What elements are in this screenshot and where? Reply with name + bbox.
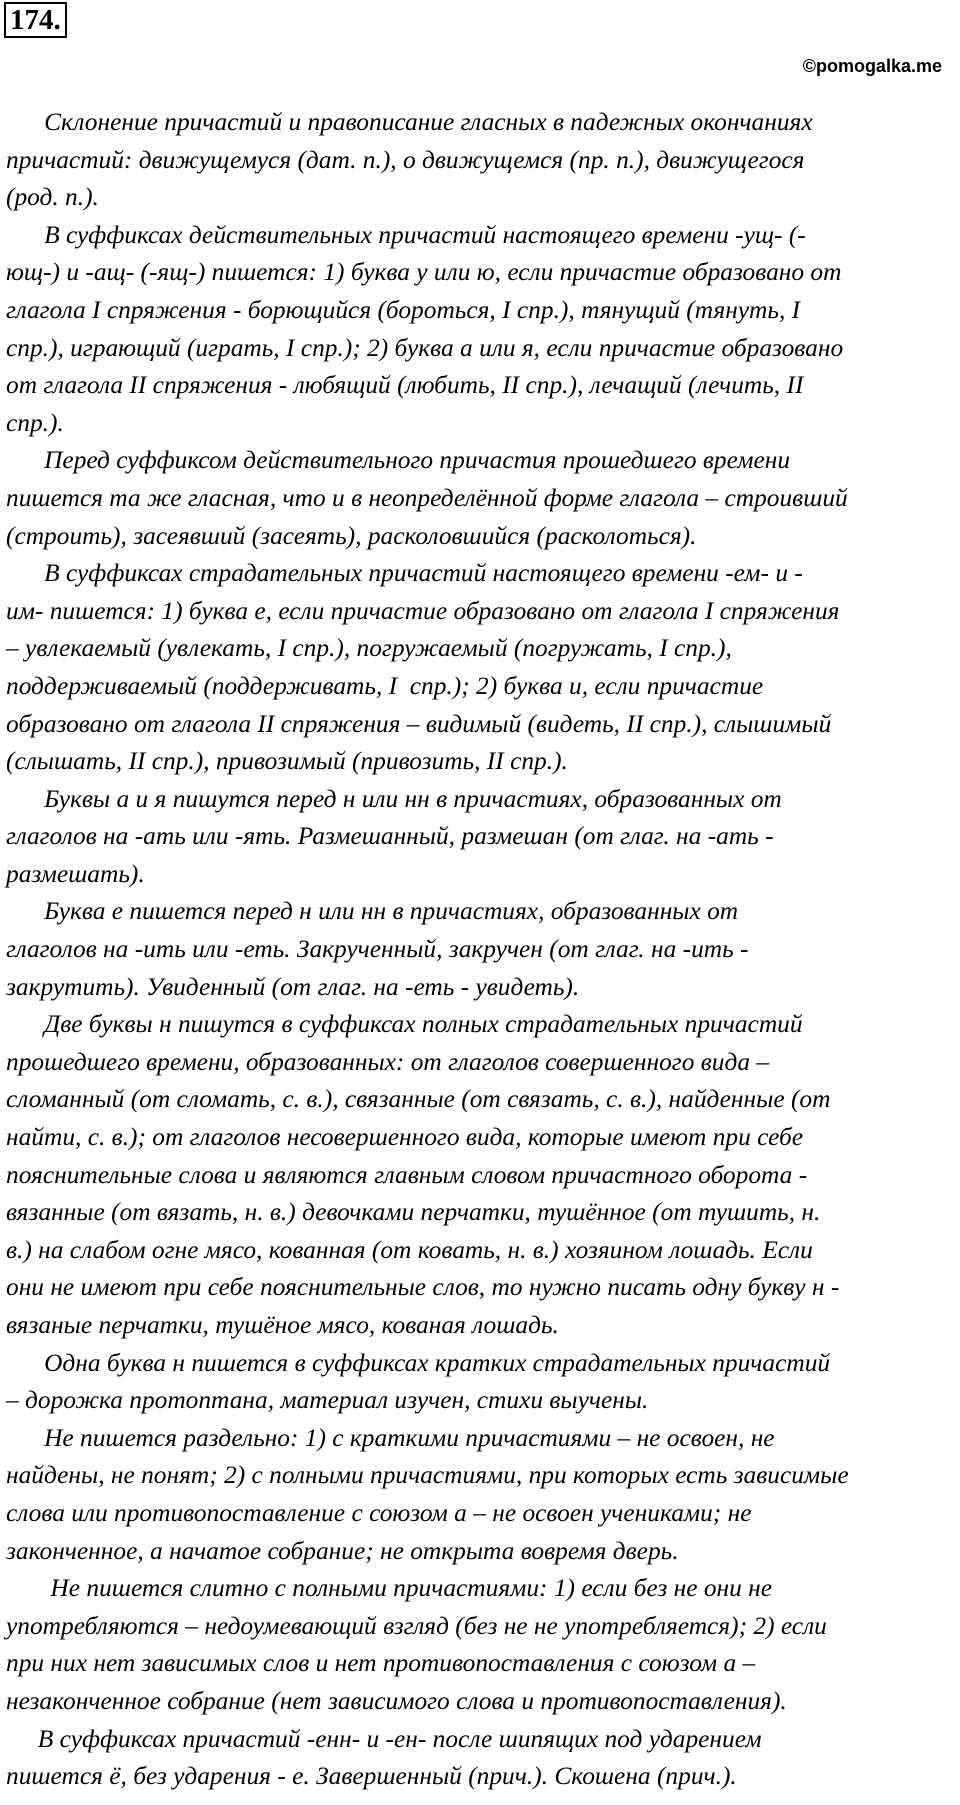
text-line: пишется та же гласная, что и в неопределённой форме глагола – строивший (6, 483, 848, 512)
text-line: Не пишется слитно с полными причастиями: 1) если без не они не (6, 1574, 773, 1603)
text-line: от глагола II спряжения - любящий (любить, II спр.), лечащий (лечить, II (6, 371, 804, 400)
text-line: они не имеют при себе пояснительные слов, то нужно писать одну букву н - (6, 1273, 840, 1302)
text-line: спр.). (6, 408, 64, 437)
text-line: глаголов на -ать или -ять. Размешанный, размешан (от глаг. на -ать - (6, 822, 774, 851)
watermark: ©pomogalka.me (802, 56, 942, 76)
text-line: размешать). (6, 859, 145, 888)
text-line: В суффиксах страдательных причастий настоящего времени -ем- и - (6, 559, 803, 588)
text-line: вязаные перчатки, тушёное мясо, кованая лошадь. (6, 1311, 559, 1339)
text-line: Склонение причастий и правописание гласных в падежных окончаниях (6, 108, 813, 136)
text-line: прошедшего времени, образованных: от глаголов совершенного вида – (6, 1047, 770, 1076)
text-line: сломанный (от сломать, с. в.), связанные (от связать, с. в.), найденные (от (6, 1085, 831, 1114)
text-line: (строить), засеявший (засеять), расколовшийся (расколоться). (6, 521, 697, 550)
rule-text (6, 104, 956, 1796)
text-line: Две буквы н пишутся в суффиксах полных страдательных причастий (6, 1010, 803, 1039)
text-line: в.) на слабом огне мясо, кованная (от ковать, н. в.) хозяином лошадь. Если (6, 1235, 813, 1264)
exercise-number: 174. (4, 2, 67, 38)
text-line: – увлекаемый (увлекать, I спр.), погружаемый (погружать, I спр.), (6, 634, 732, 663)
text-line: глаголов на -ить или -еть. Закрученный, закручен (от глаг. на -ить - (6, 935, 749, 964)
text-line: глагола I спряжения - борющийся (бороться, I спр.), тянущий (тянуть, I (6, 295, 801, 324)
text-line: Не пишется раздельно: 1) с краткими причастиями – не освоен, не (6, 1423, 775, 1452)
text-line: (слышать, II спр.), привозимый (привозить, II спр.). (6, 747, 568, 776)
text-line: незаконченное собрание (нет зависимого слова и противопоставления). (6, 1686, 787, 1715)
text-line: слова или противопоставление с союзом а – не освоен учениками; не (6, 1498, 752, 1527)
text-line: пишется ё, без ударения - е. Завершенный (прич.). Скошена (прич.). (6, 1762, 737, 1791)
text-line: поддерживаемый (поддерживать, I спр.); 2) буква и, если причастие (6, 671, 764, 700)
text-line: пояснительные слова и являются главным словом причастного оборота - (6, 1160, 808, 1189)
text-line: Перед суффиксом действительного причастия прошедшего времени (6, 446, 791, 475)
text-line: – дорожка протоптана, материал изучен, стихи выучены. (6, 1386, 649, 1415)
text-line: закрутить). Увиденный (от глаг. на -еть - увидеть). (6, 972, 580, 1001)
text-line: Буквы а и я пишутся перед н или нн в причастиях, образованных от (6, 784, 782, 813)
text-line: образовано от глагола II спряжения – видимый (видеть, II спр.), слышимый (6, 709, 832, 738)
text-line: найдены, не понят; 2) с полными причастиями, при которых есть зависимые (6, 1461, 849, 1490)
text-line: употребляются – недоумевающий взгляд (без не не употребляется); 2) если (6, 1611, 827, 1640)
text-line: В суффиксах причастий -енн- и -ен- после шипящих под ударением (6, 1724, 762, 1753)
text-line: вязанные (от вязать, н. в.) девочками перчатки, тушённое (от тушить, н. (6, 1198, 821, 1227)
text-line: ющ-) и -ащ- (-ящ-) пишется: 1) буква у или ю, если причастие образовано от (6, 258, 842, 287)
text-line: Буква е пишется перед н или нн в причастиях, образованных от (6, 897, 739, 926)
text-line: причастий: движущемуся (дат. п.), о движущемся (пр. п.), движущегося (6, 145, 805, 174)
text-line: В суффиксах действительных причастий настоящего времени -ущ- (- (6, 220, 806, 249)
text-line: (род. п.). (6, 183, 99, 212)
text-line: им- пишется: 1) буква е, если причастие образовано от глагола I спряжения (6, 596, 840, 625)
text-line: Одна буква н пишется в суффиксах кратких страдательных причастий (6, 1348, 831, 1377)
text-line: спр.), играющий (играть, I спр.); 2) буква а или я, если причастие образовано (6, 333, 844, 362)
text-line: законченное, а начатое собрание; не открыта вовремя дверь. (6, 1536, 679, 1565)
text-line: при них нет зависимых слов и нет противопоставления с союзом а – (6, 1649, 756, 1678)
text-line: найти, с. в.); от глаголов несовершенного вида, которые имеют при себе (6, 1123, 804, 1152)
